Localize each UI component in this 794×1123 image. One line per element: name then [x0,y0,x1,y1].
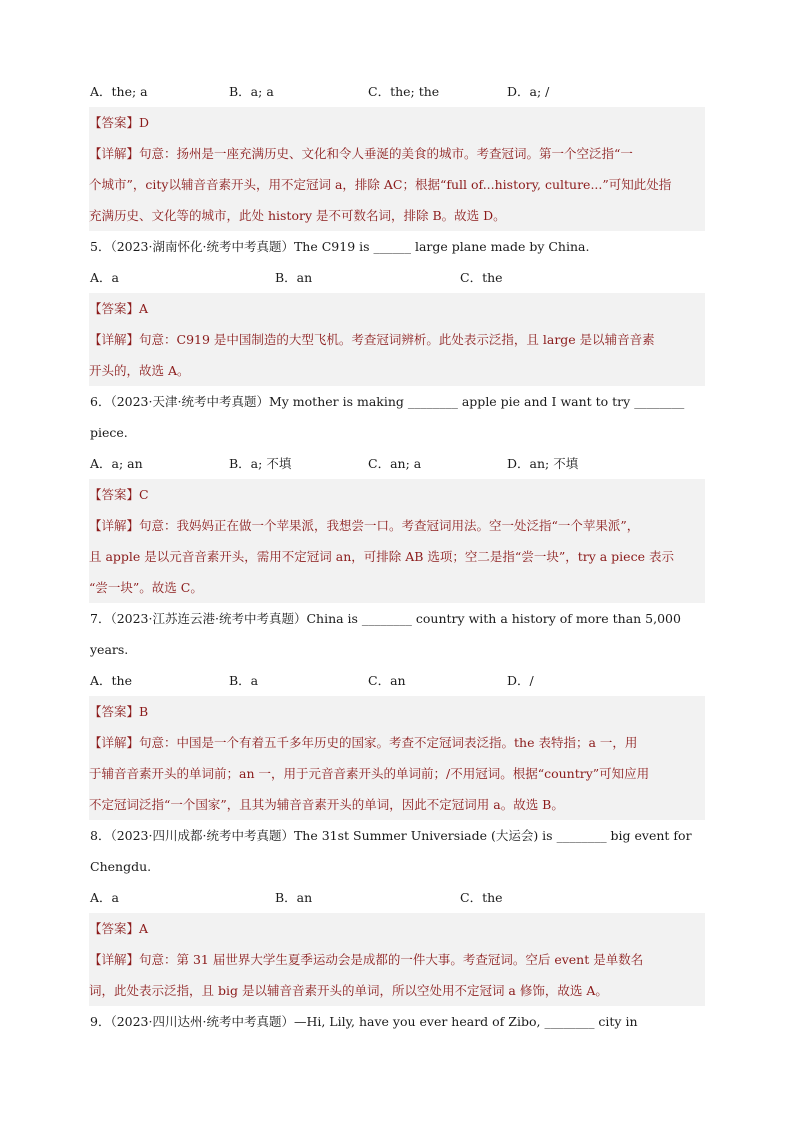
explanation-line: 且 apple 是以元音音素开头，需用不定冠词 an，可排除 AB 选项；空二是指“尝一块”，try a piece 表示 [89,549,674,564]
explanation-line: 【详解】句意：我妈妈正在做一个苹果派，我想尝一口。考查冠词用法。空一处泛指“一个苹果派”， [89,518,640,533]
option-b: B．a; a [229,84,274,99]
explanation-line: “尝一块”。故选 C。 [89,580,203,595]
answer-line: 【答案】B [89,704,149,719]
explanation-line: 于辅音音素开头的单词前；an 一，用于元音音素开头的单词前；/不用冠词。根据“country”可知应用 [89,766,650,781]
explanation-line: 【详解】句意：中国是一个有着五千多年历史的国家。考查不定冠词表泛指。the 表特指；a 一，用 [89,735,638,750]
options-row [90,665,704,696]
option-d: D．an; 不填 [507,456,579,471]
explanation-line: 【详解】句意：第 31 届世界大学生夏季运动会是成都的一件大事。考查冠词。空后 event 是单数名 [89,952,644,967]
options-row [90,882,704,913]
option-d: D．/ [507,673,534,688]
answer-block [89,696,705,820]
answer-line: 【答案】C [89,487,149,502]
explanation-line: 开头的，故选 A。 [89,363,190,378]
option-a: A．a; an [90,456,143,471]
option-b: B．a [229,673,259,688]
document-page [90,76,704,1037]
answer-block [89,107,705,231]
question-line: 6．（2023·天津·统考中考真题）My mother is making ________ apple pie and I want to try ________ [90,394,685,409]
option-a: A．the [90,673,132,688]
option-c: C．the [460,890,503,905]
option-c: C．the; the [368,84,440,99]
option-a: A．a [90,890,119,905]
answer-line: 【答案】D [89,115,150,130]
question-line: 9．（2023·四川达州·统考中考真题）—Hi, Lily, have you ever heard of Zibo, ________ city in [90,1014,638,1029]
explanation-line: 【详解】句意：扬州是一座充满历史、文化和令人垂涎的美食的城市。考查冠词。第一个空泛指“一 [89,146,633,161]
question-line: 8．（2023·四川成都·统考中考真题）The 31st Summer Universiade (大运会) is ________ big event for [90,828,692,843]
explanation-line: 充满历史、文化等的城市，此处 history 是不可数名词，排除 B。故选 D。 [89,208,506,223]
explanation-line: 不定冠词泛指“一个国家”，且其为辅音音素开头的单词，因此不定冠词用 a。故选 B。 [89,797,564,812]
option-a: A．the; a [90,84,148,99]
question-line: piece. [90,425,128,440]
question-line: Chengdu. [90,859,152,874]
option-c: C．an; a [368,456,422,471]
question-line: years. [90,642,129,657]
option-b: B．an [275,890,313,905]
explanation-line: 个城市”，city以辅音音素开头，用不定冠词 a，排除 AC；根据“full of...history, culture...”可知此处指 [89,177,672,192]
question-line: 5．（2023·湖南怀化·统考中考真题）The C919 is ______ large plane made by China. [90,239,590,254]
option-a: A．a [90,270,119,285]
explanation-line: 【详解】句意：C919 是中国制造的大型飞机。考查冠词辨析。此处表示泛指，且 large 是以辅音音素 [89,332,655,347]
option-c: C．the [460,270,503,285]
option-b: B．an [275,270,313,285]
option-b: B．a; 不填 [229,456,292,471]
answer-block [89,479,705,603]
answer-block [89,293,705,386]
options-row [90,76,704,107]
answer-line: 【答案】A [89,301,149,316]
explanation-line: 词，此处表示泛指，且 big 是以辅音音素开头的单词，所以空处用不定冠词 a 修饰，故选 A。 [89,983,608,998]
option-c: C．an [368,673,406,688]
answer-block [89,913,705,1006]
option-d: D．a; / [507,84,550,99]
answer-line: 【答案】A [89,921,149,936]
question-line: 7．（2023·江苏连云港·统考中考真题）China is ________ country with a history of more than 5,000 [90,611,681,626]
options-row [90,262,704,293]
options-row [90,448,704,479]
